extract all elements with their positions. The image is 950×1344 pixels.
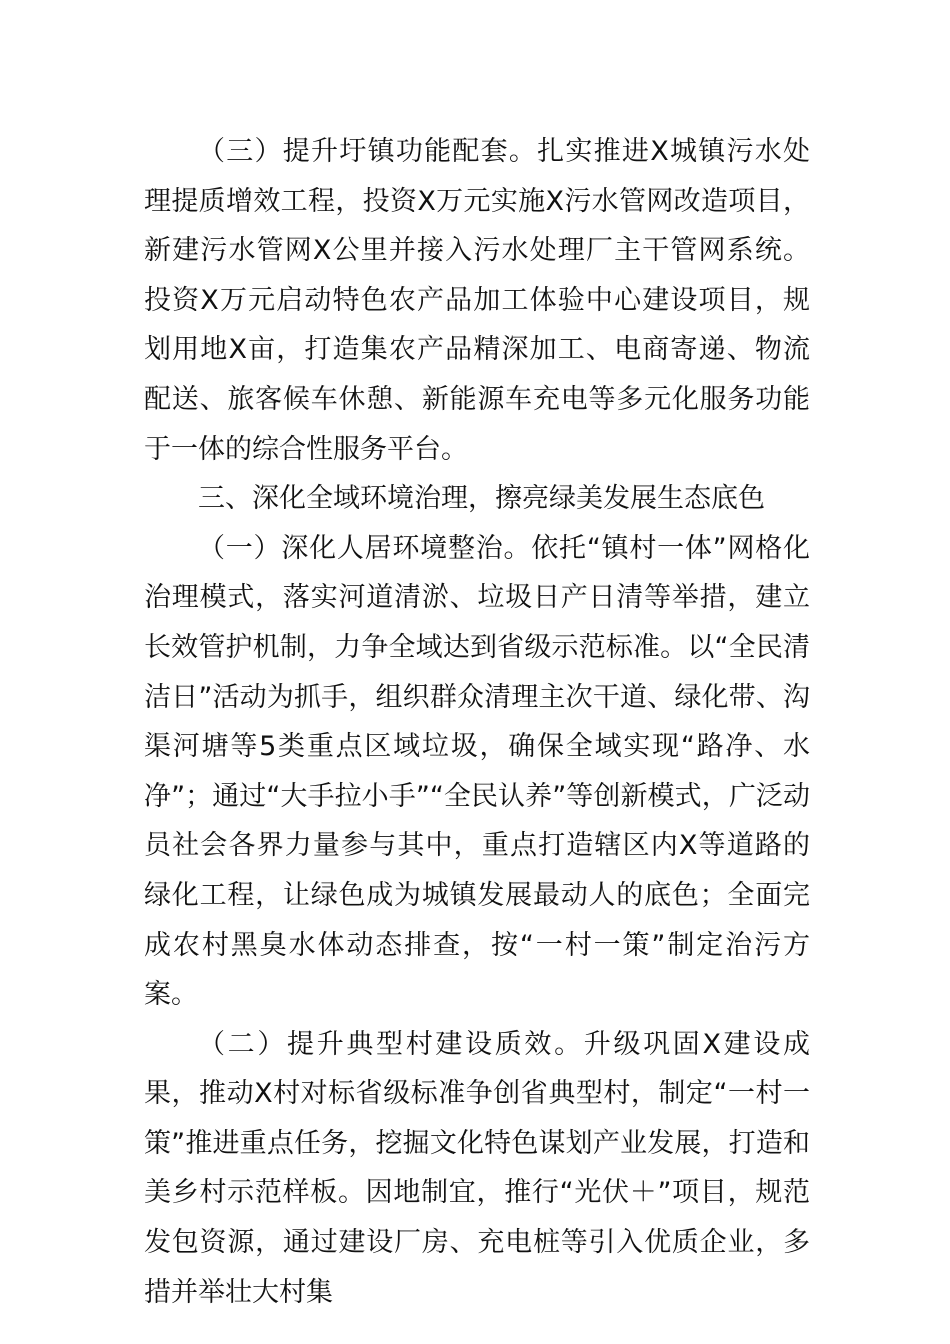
paragraph-town-facilities: （三）提升圩镇功能配套。扎实推进X城镇污水处理提质增效工程，投资X万元实施X污水管网改造项目，新建污水管网X公里并接入污水处理厂主干管网系统。投资X万元启动特色农产品加工体验中心建设项目，规划用地X亩，打造集农产品精深加工、电商寄递、物流配送、旅客候车休憩、新能源车充电等多元化服务功能于一体的综合性服务平台。 <box>144 136 810 465</box>
paragraph-typical-village: （二）提升典型村建设质效。升级巩固X建设成果，推动X村对标省级标准争创省典型村，制定“一村一策”推进重点任务，挖掘文化特色谋划产业发展，打造和美乡村示范样板。因地制宜，推行“光伏＋”项目，规范发包资源，通过建设厂房、充电桩等引入优质企业，多措并举壮大村集 <box>144 1028 810 1308</box>
document-body <box>144 127 810 1317</box>
section-heading-environment: 三、深化全域环境治理，擦亮绿美发展生态底色 <box>198 483 765 515</box>
paragraph-living-environment: （一）深化人居环境整治。依托“镇村一体”网格化治理模式，落实河道清淤、垃圾日产日清等举措，建立长效管护机制，力争全域达到省级示范标准。以“全民清洁日”活动为抓手，组织群众清理主次干道、绿化带、沟渠河塘等5类重点区域垃圾，确保全域实现“路净、水净”；通过“大手拉小手”“全民认养”等创新模式，广泛动员社会各界力量参与其中，重点打造辖区内X等道路的绿化工程，让绿色成为城镇发展最动人的底色；全面完成农村黑臭水体动态排查，按“一村一策”制定治污方案。 <box>144 532 810 1011</box>
